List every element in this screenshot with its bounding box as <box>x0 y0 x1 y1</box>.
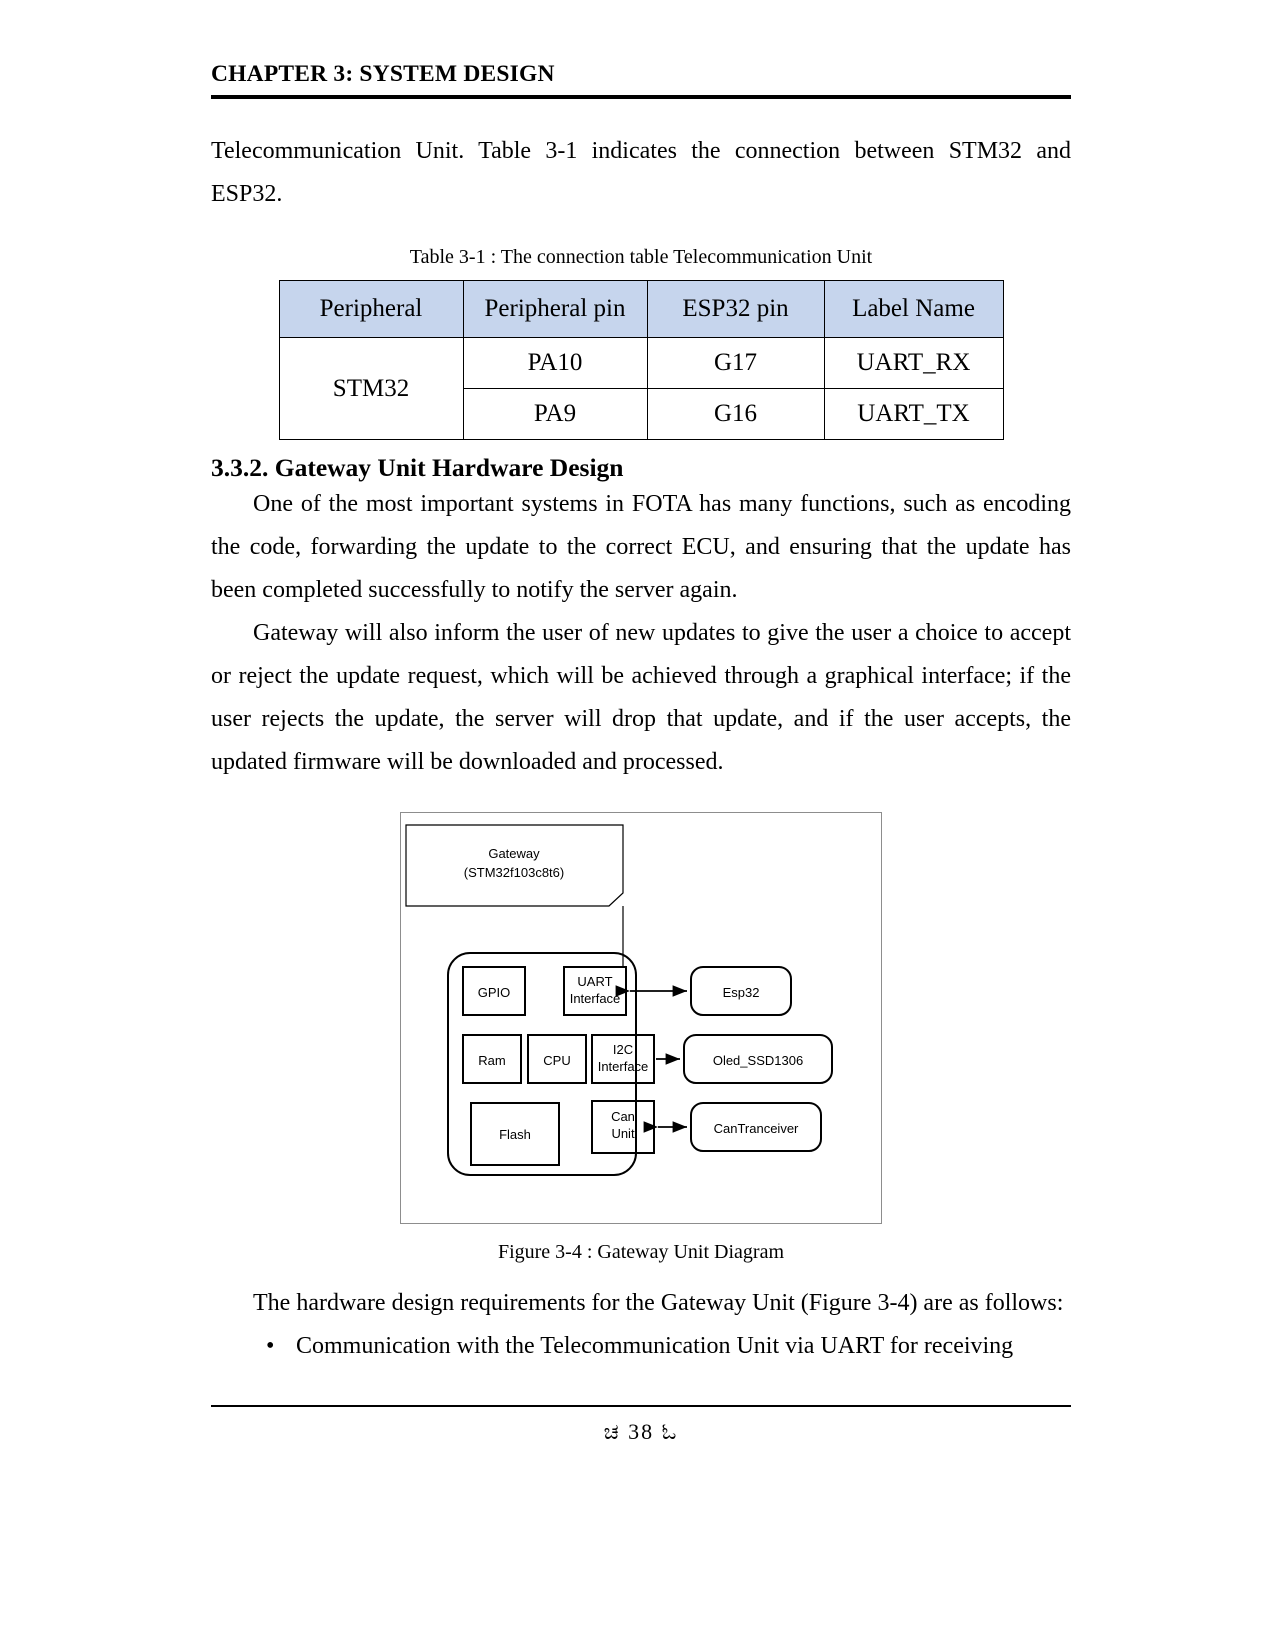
paragraph-hw-requirements <box>211 1282 1071 1325</box>
list-item-text: Communication with the Telecommunication Unit via UART for receiving <box>296 1333 1014 1360</box>
gateway-unit-diagram <box>400 812 882 1224</box>
paragraph-fota-functions <box>211 483 1071 612</box>
gpio-label: GPIO <box>477 985 511 1001</box>
table-header-row <box>279 280 1003 337</box>
page-number: ಚ 38 ಓ <box>603 1419 679 1444</box>
gateway-diagram-svg <box>401 813 881 1223</box>
list-item <box>211 1325 1071 1368</box>
table-caption: Table 3-1 : The connection table Telecommunication Unit <box>409 245 873 268</box>
cell-peripheral: STM32 <box>279 337 463 439</box>
uart-interface-label-line1: UART <box>577 974 613 990</box>
i2c-interface-label-line2: Interface <box>597 1059 649 1075</box>
column-header-peripheral: Peripheral <box>279 280 463 337</box>
paragraph-intro: Telecommunication Unit. Table 3-1 indicates the connection between STM32 and ESP32. <box>211 137 1071 207</box>
cell-peripheral-pin: PA9 <box>463 388 647 439</box>
oled-label: Oled_SSD1306 <box>712 1053 804 1069</box>
cell-label-name: UART_TX <box>824 388 1003 439</box>
paragraph-text: The hardware design requirements for the Gateway Unit (Figure 3-4) are as follows: <box>253 1290 1064 1317</box>
gateway-title-line2: (STM32f103c8t6) <box>463 865 565 881</box>
cell-esp32-pin: G17 <box>647 337 824 388</box>
i2c-interface-label-line1: I2C <box>612 1042 634 1058</box>
footer-rule <box>211 1405 1071 1407</box>
running-header: CHAPTER 3: SYSTEM DESIGN <box>211 61 555 87</box>
can-unit-label-line2: Unit <box>611 1126 635 1142</box>
gateway-title-line1: Gateway <box>488 846 540 862</box>
esp32-label: Esp32 <box>722 985 760 1001</box>
table-row <box>279 337 1003 388</box>
figure-container <box>211 812 1071 1224</box>
paragraph-gateway-user <box>211 612 1071 784</box>
figure-caption: Figure 3-4 : Gateway Unit Diagram <box>497 1241 785 1264</box>
uart-interface-label-line2: Interface <box>569 991 621 1007</box>
can-transceiver-label: CanTranceiver <box>713 1121 799 1137</box>
cpu-label: CPU <box>543 1053 571 1069</box>
cell-label-name: UART_RX <box>824 337 1003 388</box>
connection-table <box>279 280 1004 440</box>
cell-esp32-pin: G16 <box>647 388 824 439</box>
column-header-peripheral-pin: Peripheral pin <box>463 280 647 337</box>
flash-label: Flash <box>499 1127 531 1143</box>
section-heading: 3.3.2. Gateway Unit Hardware Design <box>211 452 624 482</box>
page-content <box>211 0 1071 1368</box>
bullet-icon: • <box>266 1333 275 1360</box>
requirements-list <box>211 1325 1071 1368</box>
ram-label: Ram <box>478 1053 506 1069</box>
paragraph-text: Gateway will also inform the user of new updates to give the user a choice to accept or reject the update request, which will be achieved through a graphical interface; if the user rejects the update, the server will drop that update, and if the user accepts, the updated firmware will be downloaded and processed. <box>211 620 1071 776</box>
column-header-esp32-pin: ESP32 pin <box>647 280 824 337</box>
header-rule <box>211 95 1071 99</box>
cell-peripheral-pin: PA10 <box>463 337 647 388</box>
paragraph-text: One of the most important systems in FOTA has many functions, such as encoding the code, forwarding the update to the correct ECU, and ensuring that the update has been completed successfully to notify the server again. <box>211 491 1071 604</box>
can-unit-label-line1: Can <box>611 1109 635 1125</box>
page-footer <box>211 1405 1071 1445</box>
column-header-label-name: Label Name <box>824 280 1003 337</box>
